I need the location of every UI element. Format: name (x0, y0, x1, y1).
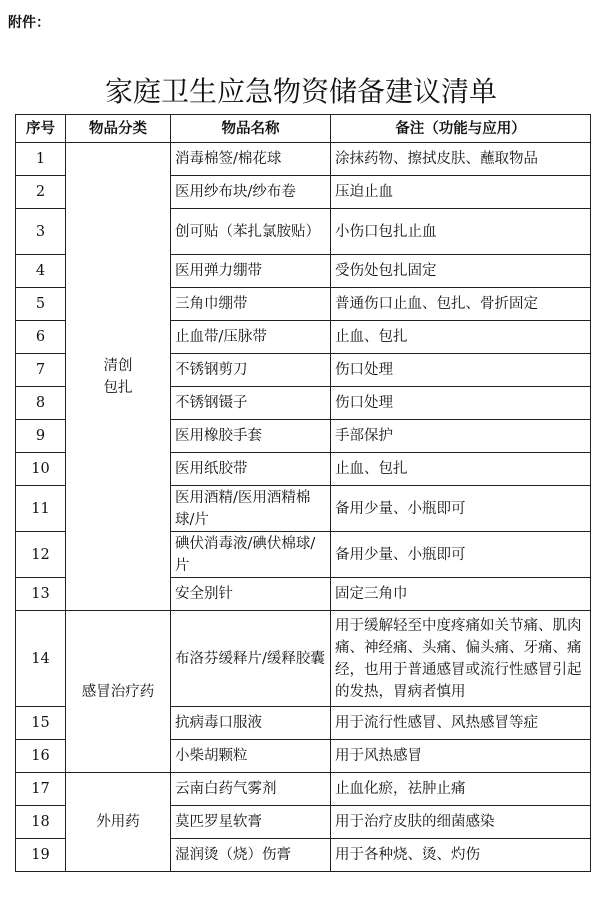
row-note: 用于各种烧、烫、灼伤 (331, 839, 591, 872)
row-seq: 5 (16, 288, 66, 321)
row-seq: 12 (16, 532, 66, 578)
document-title: 家庭卫生应急物资储备建议清单 (104, 75, 497, 108)
category-first-aid-line2: 包扎 (103, 379, 133, 396)
header-category: 物品分类 (66, 115, 171, 143)
row-seq: 8 (16, 387, 66, 420)
row-name: 碘伏消毒液/碘伏棉球/片 (171, 532, 331, 578)
category-first-aid-line1: 清创 (103, 357, 133, 374)
row-note: 用于缓解轻至中度疼痛如关节痛、肌肉痛、神经痛、头痛、偏头痛、牙痛、痛经，也用于普通感冒或流行性感冒引起的发热，胃病者慎用 (331, 611, 591, 707)
row-name: 医用弹力绷带 (171, 255, 331, 288)
row-name: 消毒棉签/棉花球 (171, 143, 331, 176)
row-seq: 9 (16, 420, 66, 453)
row-seq: 6 (16, 321, 66, 354)
row-name: 小柴胡颗粒 (171, 740, 331, 773)
row-seq: 11 (16, 486, 66, 532)
row-note: 止血、包扎 (331, 453, 591, 486)
row-note: 止血、包扎 (331, 321, 591, 354)
category-external: 外用药 (66, 773, 171, 872)
row-name: 莫匹罗星软膏 (171, 806, 331, 839)
row-name: 湿润烫（烧）伤膏 (171, 839, 331, 872)
row-seq: 7 (16, 354, 66, 387)
row-seq: 4 (16, 255, 66, 288)
row-note: 受伤处包扎固定 (331, 255, 591, 288)
row-note: 普通伤口止血、包扎、骨折固定 (331, 288, 591, 321)
row-note: 固定三角巾 (331, 578, 591, 611)
row-name: 布洛芬缓释片/缓释胶囊 (171, 611, 331, 707)
row-seq: 13 (16, 578, 66, 611)
row-seq: 10 (16, 453, 66, 486)
row-note: 伤口处理 (331, 354, 591, 387)
row-name: 安全别针 (171, 578, 331, 611)
header-name: 物品名称 (171, 115, 331, 143)
row-name: 云南白药气雾剂 (171, 773, 331, 806)
row-name: 不锈钢剪刀 (171, 354, 331, 387)
row-note: 备用少量、小瓶即可 (331, 486, 591, 532)
row-name: 医用橡胶手套 (171, 420, 331, 453)
attachment-label: 附件： (8, 15, 50, 31)
row-seq: 17 (16, 773, 66, 806)
row-note: 用于风热感冒 (331, 740, 591, 773)
header-note: 备注（功能与应用） (331, 115, 591, 143)
row-seq: 18 (16, 806, 66, 839)
table-row (16, 611, 591, 707)
row-note: 用于流行性感冒、风热感冒等症 (331, 707, 591, 740)
row-seq: 15 (16, 707, 66, 740)
row-note: 手部保护 (331, 420, 591, 453)
row-note: 小伤口包扎止血 (331, 209, 591, 255)
header-seq: 序号 (16, 115, 66, 143)
row-seq: 14 (16, 611, 66, 707)
row-seq: 16 (16, 740, 66, 773)
row-note: 压迫止血 (331, 176, 591, 209)
supply-table (15, 114, 591, 872)
category-first-aid (66, 143, 171, 611)
row-name: 创可贴（苯扎氯胺贴） (171, 209, 331, 255)
row-seq: 3 (16, 209, 66, 255)
row-name: 医用纱布块/纱布卷 (171, 176, 331, 209)
table-row (16, 773, 591, 806)
row-note: 伤口处理 (331, 387, 591, 420)
row-seq: 1 (16, 143, 66, 176)
row-note: 止血化瘀，祛肿止痛 (331, 773, 591, 806)
row-seq: 2 (16, 176, 66, 209)
row-note: 备用少量、小瓶即可 (331, 532, 591, 578)
table-row (16, 143, 591, 176)
row-name: 抗病毒口服液 (171, 707, 331, 740)
row-name: 医用酒精/医用酒精棉球/片 (171, 486, 331, 532)
row-name: 医用纸胶带 (171, 453, 331, 486)
category-cold: 感冒治疗药 (66, 611, 171, 773)
row-note: 涂抹药物、擦拭皮肤、蘸取物品 (331, 143, 591, 176)
row-note: 用于治疗皮肤的细菌感染 (331, 806, 591, 839)
table-header-row (16, 115, 591, 143)
row-seq: 19 (16, 839, 66, 872)
row-name: 不锈钢镊子 (171, 387, 331, 420)
row-name: 止血带/压脉带 (171, 321, 331, 354)
row-name: 三角巾绷带 (171, 288, 331, 321)
